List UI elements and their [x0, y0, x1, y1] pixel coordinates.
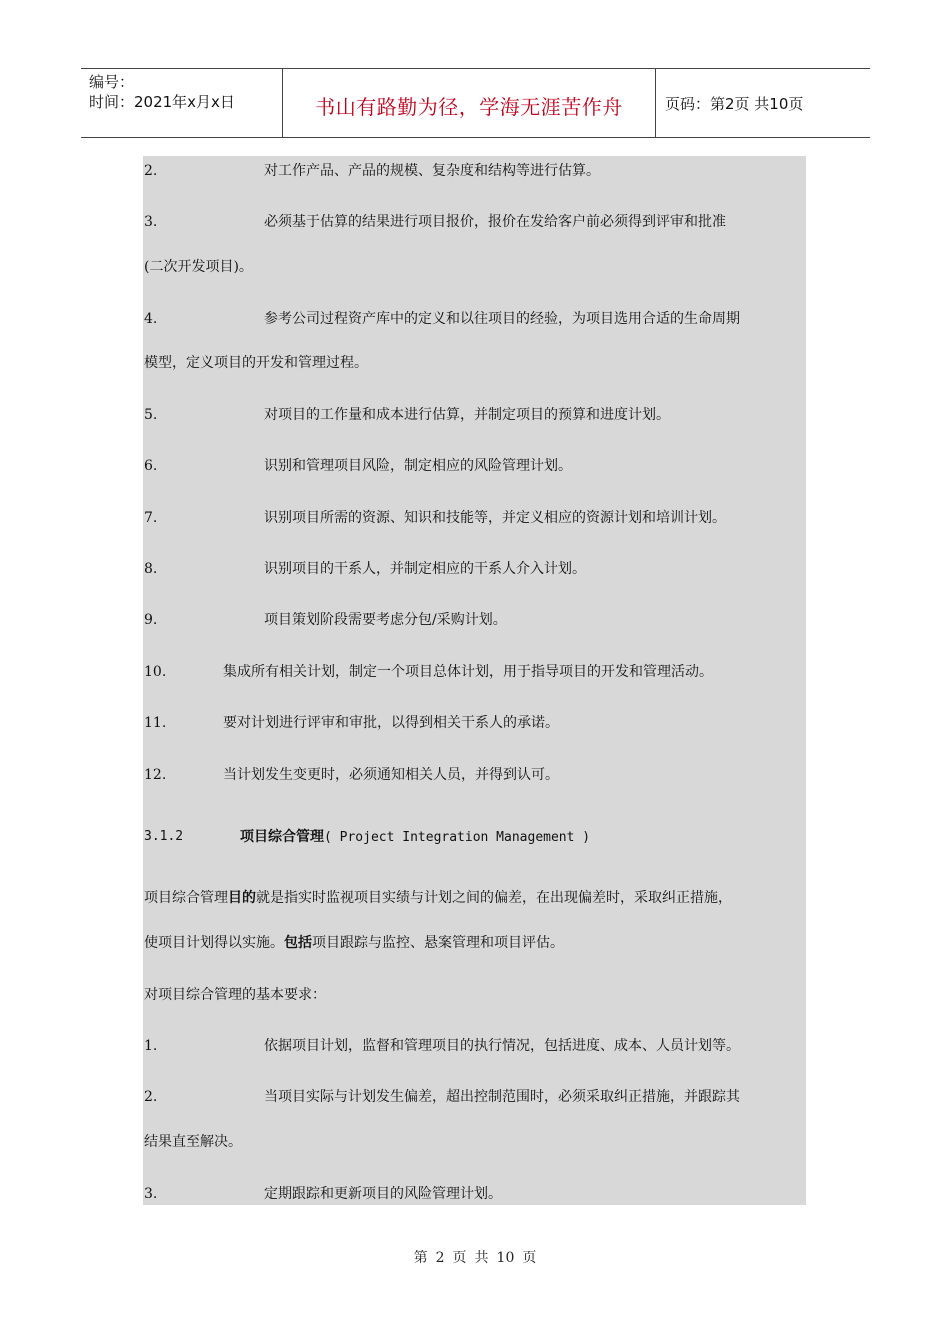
section-title: 项目综合管理	[240, 829, 324, 845]
list-item-text: 定期跟踪和更新项目的风险管理计划。	[264, 1186, 502, 1202]
list-item-number: 4.	[144, 311, 158, 327]
motto-text: 书山有路勤为径，学海无涯苦作舟	[315, 95, 623, 119]
list-item-continuation: (二次开发项目)。	[144, 259, 253, 275]
list-item-number: 11.	[144, 715, 167, 731]
page-footer	[0, 1247, 950, 1267]
intro-line-2	[144, 934, 564, 952]
requirements-heading: 对项目综合管理的基本要求：	[144, 987, 326, 1003]
footer-page-number: 2	[435, 1250, 445, 1266]
header-page-cell	[655, 69, 870, 137]
intro-text: 项目跟踪与监控、悬案管理和项目评估。	[312, 935, 564, 951]
list-item-number: 1.	[144, 1038, 158, 1054]
list-item-text: 参考公司过程资产库中的定义和以往项目的经验，为项目选用合适的生命周期	[264, 311, 740, 327]
list-item-number: 5.	[144, 407, 158, 423]
list-item-text: 依据项目计划，监督和管理项目的执行情况，包括进度、成本、人员计划等。	[264, 1038, 740, 1054]
list-item-number: 7.	[144, 510, 158, 526]
header-motto-cell	[282, 69, 656, 137]
intro-keyword-includes: 包括	[284, 935, 312, 951]
list-item-text: 集成所有相关计划，制定一个项目总体计划，用于指导项目的开发和管理活动。	[223, 664, 713, 680]
list-item-number: 6.	[144, 458, 158, 474]
list-item-text: 对项目的工作量和成本进行估算，并制定项目的预算和进度计划。	[264, 407, 670, 423]
list-item-text: 识别和管理项目风险，制定相应的风险管理计划。	[264, 458, 572, 474]
list-item-number: 2.	[144, 1089, 158, 1105]
list-item-number: 9.	[144, 612, 158, 628]
list-item-text: 识别项目所需的资源、知识和技能等，并定义相应的资源计划和培训计划。	[264, 510, 726, 526]
footer-text: 第	[413, 1250, 428, 1266]
footer-text: 页	[452, 1250, 467, 1266]
intro-keyword-purpose: 目的	[228, 890, 256, 906]
section-heading	[240, 828, 590, 847]
list-item-number: 10.	[144, 664, 167, 680]
list-item-text: 当项目实际与计划发生偏差，超出控制范围时，必须采取纠正措施，并跟踪其	[264, 1089, 740, 1105]
intro-text: 使项目计划得以实施。	[144, 935, 284, 951]
list-item-text: 必须基于估算的结果进行项目报价，报价在发给客户前必须得到评审和批准	[264, 214, 726, 230]
footer-text: 共	[474, 1250, 489, 1266]
intro-text: 项目综合管理	[144, 890, 228, 906]
footer-total-pages: 10	[496, 1250, 515, 1266]
list-item-number: 12.	[144, 767, 167, 783]
page-header	[81, 68, 870, 138]
list-item-number: 2.	[144, 163, 158, 179]
list-item-text: 当计划发生变更时，必须通知相关人员，并得到认可。	[223, 767, 559, 783]
intro-text: 就是指实时监视项目实绩与计划之间的偏差，在出现偏差时，采取纠正措施，	[256, 890, 732, 906]
list-item-continuation: 结果直至解决。	[144, 1134, 242, 1150]
list-item-number: 3.	[144, 1186, 158, 1202]
document-date: 时间：2021年x月x日	[89, 93, 235, 111]
list-item-text: 要对计划进行评审和审批，以得到相关干系人的承诺。	[223, 715, 559, 731]
list-item-text: 项目策划阶段需要考虑分包/采购计划。	[264, 612, 507, 628]
footer-text: 页	[522, 1250, 537, 1266]
document-code-label: 编号：	[89, 73, 135, 91]
list-item-number: 8.	[144, 561, 158, 577]
header-meta-cell	[81, 69, 281, 137]
section-title-english: ( Project Integration Management )	[324, 830, 591, 845]
intro-line-1	[144, 889, 732, 907]
list-item-continuation: 模型，定义项目的开发和管理过程。	[144, 355, 368, 371]
section-number: 3.1.2	[144, 829, 184, 844]
list-item-number: 3.	[144, 214, 158, 230]
list-item-text: 对工作产品、产品的规模、复杂度和结构等进行估算。	[264, 163, 600, 179]
list-item-text: 识别项目的干系人，并制定相应的干系人介入计划。	[264, 561, 586, 577]
page-info: 页码：第2页 共10页	[665, 95, 804, 113]
